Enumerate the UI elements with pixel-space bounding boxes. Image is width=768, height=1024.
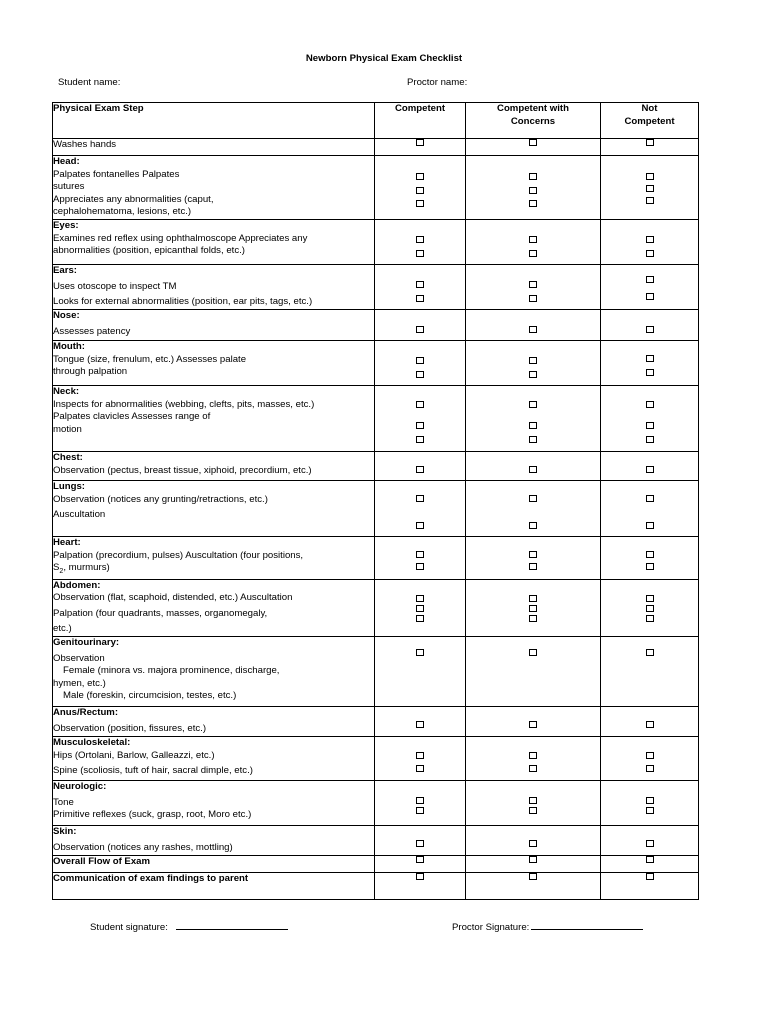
- table-row-communication: [53, 873, 699, 900]
- checkbox[interactable]: [529, 765, 537, 772]
- checkbox[interactable]: [416, 752, 424, 759]
- step-line: Palpates clavicles Assesses range of: [53, 411, 211, 423]
- step-line: Observation (flat, scaphoid, distended, etc.) Auscultation: [53, 592, 293, 604]
- step-cell: [53, 156, 375, 220]
- concerns-cell: [466, 579, 601, 636]
- checkbox[interactable]: [416, 236, 424, 243]
- checkbox[interactable]: [529, 281, 537, 288]
- checkbox[interactable]: [529, 371, 537, 378]
- concerns-cell: [466, 536, 601, 579]
- checkbox[interactable]: [416, 139, 424, 146]
- table-row-overall-flow: [53, 856, 699, 873]
- table-header-row: [53, 103, 699, 139]
- table-row-chest: [53, 451, 699, 480]
- table-row-neurologic: [53, 781, 699, 826]
- checkbox[interactable]: [646, 236, 654, 243]
- checkbox[interactable]: [416, 563, 424, 570]
- checkbox[interactable]: [529, 797, 537, 804]
- concerns-cell: [466, 451, 601, 480]
- concerns-cell: [466, 385, 601, 451]
- step-line: Observation (notices any grunting/retractions, etc.): [53, 493, 268, 505]
- concerns-cell: [466, 873, 601, 900]
- checkbox[interactable]: [416, 495, 424, 502]
- checkbox[interactable]: [646, 369, 654, 376]
- checkbox[interactable]: [529, 649, 537, 656]
- checkbox[interactable]: [646, 326, 654, 333]
- competent-cell: [375, 637, 466, 707]
- step-cell: [53, 826, 375, 856]
- checkbox[interactable]: [646, 401, 654, 408]
- step-line: Hips (Ortolani, Barlow, Galleazzi, etc.): [53, 749, 215, 761]
- step-line: Looks for external abnormalities (position, ear pits, tags, etc.): [53, 296, 313, 308]
- column-header-not-competent: [601, 103, 699, 139]
- step-cell: [53, 737, 375, 781]
- table-row-neck: [53, 385, 699, 451]
- step-line: etc.): [53, 623, 72, 635]
- section-title: Lungs:: [53, 480, 85, 492]
- table-row-washes-hands: [53, 139, 699, 156]
- step-cell: [53, 637, 375, 707]
- table-row-anus-rectum: [53, 707, 699, 737]
- proctor-name-label: Proctor name:: [407, 77, 468, 88]
- checkbox[interactable]: [416, 281, 424, 288]
- checkbox[interactable]: [646, 649, 654, 656]
- table-row-eyes: [53, 219, 699, 264]
- checkbox[interactable]: [416, 187, 424, 194]
- section-title: Musculoskeletal:: [53, 737, 131, 749]
- checkbox[interactable]: [646, 797, 654, 804]
- not-competent-cell: [601, 309, 699, 340]
- competent-cell: [375, 707, 466, 737]
- checkbox[interactable]: [529, 436, 537, 443]
- section-title: Genitourinary:: [53, 637, 120, 649]
- not-competent-cell: [601, 536, 699, 579]
- concerns-cell: [466, 856, 601, 873]
- checkbox[interactable]: [416, 436, 424, 443]
- section-title: Neck:: [53, 385, 80, 397]
- concerns-cell: [466, 264, 601, 309]
- not-competent-cell: [601, 637, 699, 707]
- step-line: Inspects for abnormalities (webbing, clefts, pits, masses, etc.): [53, 398, 315, 410]
- checkbox[interactable]: [416, 595, 424, 602]
- checkbox[interactable]: [646, 522, 654, 529]
- checkbox[interactable]: [646, 293, 654, 300]
- competent-cell: [375, 139, 466, 156]
- checkbox[interactable]: [529, 615, 537, 622]
- step-cell: [53, 340, 375, 385]
- not-competent-cell: [601, 826, 699, 856]
- checkbox[interactable]: [646, 807, 654, 814]
- concerns-cell: [466, 737, 601, 781]
- checkbox[interactable]: [529, 236, 537, 243]
- concerns-cell: [466, 219, 601, 264]
- checkbox[interactable]: [416, 721, 424, 728]
- competent-cell: [375, 737, 466, 781]
- concerns-cell: [466, 480, 601, 536]
- competent-cell: [375, 451, 466, 480]
- not-competent-cell: [601, 737, 699, 781]
- concerns-cell: [466, 826, 601, 856]
- checkbox[interactable]: [646, 856, 654, 863]
- competent-cell: [375, 156, 466, 220]
- step-cell: [53, 579, 375, 636]
- section-title: Eyes:: [53, 219, 79, 231]
- step-cell: [53, 856, 375, 873]
- checkbox[interactable]: [646, 752, 654, 759]
- proctor-signature: [452, 920, 643, 933]
- student-signature-label: Student signature:: [90, 922, 168, 933]
- table-row-heart: [53, 536, 699, 579]
- checkbox[interactable]: [416, 605, 424, 612]
- checkbox[interactable]: [646, 197, 654, 204]
- table-row-lungs: [53, 480, 699, 536]
- checkbox[interactable]: [529, 873, 537, 880]
- table-row-mouth: [53, 340, 699, 385]
- not-competent-cell: [601, 451, 699, 480]
- section-title: Anus/Rectum:: [53, 707, 119, 719]
- table-row-ears: [53, 264, 699, 309]
- exam-checklist-table: [52, 102, 699, 900]
- step-line: hymen, etc.): [53, 677, 106, 689]
- not-competent-cell: [601, 579, 699, 636]
- step-text: , murmurs): [63, 562, 110, 574]
- student-name-label: Student name:: [58, 77, 121, 88]
- checkbox[interactable]: [529, 522, 537, 529]
- checkbox[interactable]: [529, 551, 537, 558]
- competent-cell: [375, 264, 466, 309]
- section-title: Chest:: [53, 451, 83, 463]
- proctor-signature-line[interactable]: [531, 920, 643, 930]
- not-competent-cell: [601, 873, 699, 900]
- step-line: Auscultation: [53, 509, 106, 521]
- checkbox[interactable]: [416, 250, 424, 257]
- section-title: Communication of exam findings to parent: [53, 873, 249, 885]
- table-row-skin: [53, 826, 699, 856]
- checkbox[interactable]: [646, 422, 654, 429]
- competent-cell: [375, 219, 466, 264]
- checkbox[interactable]: [646, 595, 654, 602]
- column-header-step: Physical Exam Step: [53, 103, 375, 139]
- competent-cell: [375, 340, 466, 385]
- checkbox[interactable]: [529, 605, 537, 612]
- checkbox[interactable]: [529, 187, 537, 194]
- step-cell: [53, 139, 375, 156]
- step-line: Appreciates any abnormalities (caput,: [53, 193, 214, 205]
- checkbox[interactable]: [646, 139, 654, 146]
- competent-cell: [375, 856, 466, 873]
- checkbox[interactable]: [416, 840, 424, 847]
- not-competent-cell: [601, 340, 699, 385]
- column-header-competent: [375, 103, 466, 139]
- step-cell: [53, 309, 375, 340]
- section-title: Mouth:: [53, 340, 85, 352]
- checkbox[interactable]: [416, 797, 424, 804]
- checkbox[interactable]: [529, 595, 537, 602]
- step-line: motion: [53, 423, 82, 435]
- section-title: Heart:: [53, 536, 81, 548]
- checkbox[interactable]: [646, 615, 654, 622]
- step-line: Palpates fontanelles Palpates: [53, 168, 180, 180]
- concerns-cell: [466, 637, 601, 707]
- checkbox[interactable]: [416, 522, 424, 529]
- checkbox[interactable]: [529, 840, 537, 847]
- section-title: Nose:: [53, 309, 80, 321]
- checkbox[interactable]: [529, 466, 537, 473]
- step-line: Spine (scoliosis, tuft of hair, sacral dimple, etc.): [53, 765, 253, 777]
- step-line: Tone: [53, 796, 74, 808]
- step-line: Observation: [53, 652, 105, 664]
- not-competent-cell: [601, 219, 699, 264]
- step-line: sutures: [53, 181, 85, 193]
- not-competent-cell: [601, 856, 699, 873]
- competent-cell: [375, 781, 466, 826]
- checkbox[interactable]: [416, 173, 424, 180]
- checkbox[interactable]: [416, 401, 424, 408]
- checkbox[interactable]: [529, 357, 537, 364]
- not-competent-cell: [601, 264, 699, 309]
- checkbox[interactable]: [529, 752, 537, 759]
- section-title: Skin:: [53, 826, 77, 838]
- checkbox[interactable]: [646, 355, 654, 362]
- checkbox[interactable]: [416, 200, 424, 207]
- checkbox[interactable]: [529, 250, 537, 257]
- step-line: Observation (notices any rashes, mottling): [53, 841, 233, 853]
- column-header-competent-with-concerns: [466, 103, 601, 139]
- section-title: Overall Flow of Exam: [53, 856, 151, 868]
- table-row-abdomen: [53, 579, 699, 636]
- step-line: Palpation (four quadrants, masses, organomegaly,: [53, 607, 268, 619]
- not-competent-cell: [601, 156, 699, 220]
- step-line: Observation (pectus, breast tissue, xiphoid, precordium, etc.): [53, 464, 312, 476]
- checkbox[interactable]: [416, 466, 424, 473]
- step-line: Uses otoscope to inspect TM: [53, 280, 177, 292]
- checkbox[interactable]: [646, 276, 654, 283]
- checkbox[interactable]: [416, 422, 424, 429]
- not-competent-cell: [601, 707, 699, 737]
- step-line: Observation (position, fissures, etc.): [53, 722, 207, 734]
- step-label: Washes hands: [53, 139, 117, 150]
- competent-cell: [375, 309, 466, 340]
- competent-cell: [375, 873, 466, 900]
- student-signature: [90, 920, 288, 933]
- concerns-cell: [466, 707, 601, 737]
- checkbox[interactable]: [646, 436, 654, 443]
- table-row-genitourinary: [53, 637, 699, 707]
- section-title: Head:: [53, 156, 80, 167]
- step-cell: [53, 873, 375, 900]
- step-cell: [53, 781, 375, 826]
- checkbox[interactable]: [416, 873, 424, 880]
- checkbox[interactable]: [529, 721, 537, 728]
- checkbox[interactable]: [646, 563, 654, 570]
- checkbox[interactable]: [416, 615, 424, 622]
- checkbox[interactable]: [416, 649, 424, 656]
- step-line: [53, 562, 374, 579]
- checkbox[interactable]: [529, 401, 537, 408]
- checkbox[interactable]: [416, 357, 424, 364]
- checkbox[interactable]: [646, 466, 654, 473]
- checkbox[interactable]: [646, 840, 654, 847]
- checkbox[interactable]: [529, 295, 537, 302]
- checkbox[interactable]: [646, 765, 654, 772]
- checkbox[interactable]: [646, 185, 654, 192]
- checkbox[interactable]: [529, 495, 537, 502]
- step-line: Palpation (precordium, pulses) Auscultation (four positions,: [53, 549, 304, 561]
- student-signature-line[interactable]: [176, 920, 288, 930]
- checkbox[interactable]: [529, 422, 537, 429]
- not-competent-cell: [601, 781, 699, 826]
- checkbox[interactable]: [416, 326, 424, 333]
- table-row-musculoskeletal: [53, 737, 699, 781]
- step-line: abnormalities (position, epicanthal folds, etc.): [53, 245, 245, 257]
- column-header-label: Competent with: [497, 103, 569, 114]
- competent-cell: [375, 579, 466, 636]
- step-line: cephalohematoma, lesions, etc.): [53, 206, 192, 218]
- checkbox[interactable]: [416, 807, 424, 814]
- checkbox[interactable]: [529, 856, 537, 863]
- checkbox[interactable]: [529, 326, 537, 333]
- checkbox[interactable]: [646, 173, 654, 180]
- not-competent-cell: [601, 480, 699, 536]
- step-line: Female (minora vs. majora prominence, discharge,: [63, 665, 280, 677]
- checkbox[interactable]: [416, 551, 424, 558]
- concerns-cell: [466, 340, 601, 385]
- checkbox[interactable]: [529, 200, 537, 207]
- step-line: Assesses patency: [53, 325, 131, 337]
- step-cell: [53, 264, 375, 309]
- step-cell: [53, 480, 375, 536]
- column-header-label: Competent: [624, 115, 675, 127]
- checkbox[interactable]: [646, 873, 654, 880]
- page-title: Newborn Physical Exam Checklist: [305, 53, 463, 64]
- step-cell: [53, 451, 375, 480]
- step-line: Male (foreskin, circumcision, testes, etc.): [63, 690, 237, 702]
- competent-cell: [375, 536, 466, 579]
- table-row-nose: [53, 309, 699, 340]
- checkbox[interactable]: [646, 721, 654, 728]
- concerns-cell: [466, 309, 601, 340]
- step-text: S: [53, 562, 60, 574]
- not-competent-cell: [601, 139, 699, 156]
- checkbox[interactable]: [416, 765, 424, 772]
- step-line: Examines red reflex using ophthalmoscope Appreciates any: [53, 232, 308, 244]
- checkbox[interactable]: [529, 173, 537, 180]
- table-row-head: [53, 156, 699, 220]
- checkbox[interactable]: [529, 139, 537, 146]
- checkbox[interactable]: [646, 551, 654, 558]
- concerns-cell: [466, 139, 601, 156]
- section-title: Neurologic:: [53, 781, 107, 793]
- subscript: 2: [59, 568, 64, 576]
- step-line: through palpation: [53, 366, 128, 378]
- checkbox[interactable]: [646, 605, 654, 612]
- step-line: Tongue (size, frenulum, etc.) Assesses palate: [53, 353, 247, 365]
- column-header-label: Concerns: [510, 115, 556, 127]
- step-cell: [53, 536, 375, 579]
- column-header-competent-label: Competent: [394, 103, 446, 114]
- proctor-signature-label: Proctor Signature:: [452, 922, 530, 933]
- checkbox[interactable]: [529, 563, 537, 570]
- checkbox[interactable]: [416, 295, 424, 302]
- step-cell: [53, 707, 375, 737]
- step-line: Primitive reflexes (suck, grasp, root, Moro etc.): [53, 809, 252, 821]
- checkbox[interactable]: [416, 856, 424, 863]
- competent-cell: [375, 385, 466, 451]
- step-cell: [53, 385, 375, 451]
- checkbox[interactable]: [646, 495, 654, 502]
- step-cell: [53, 219, 375, 264]
- checkbox[interactable]: [646, 250, 654, 257]
- checkbox[interactable]: [529, 807, 537, 814]
- not-competent-cell: [601, 385, 699, 451]
- section-title: Ears:: [53, 264, 77, 276]
- checkbox[interactable]: [416, 371, 424, 378]
- column-header-label: Not: [641, 103, 658, 114]
- competent-cell: [375, 480, 466, 536]
- competent-cell: [375, 826, 466, 856]
- section-title: Abdomen:: [53, 579, 101, 591]
- concerns-cell: [466, 781, 601, 826]
- concerns-cell: [466, 156, 601, 220]
